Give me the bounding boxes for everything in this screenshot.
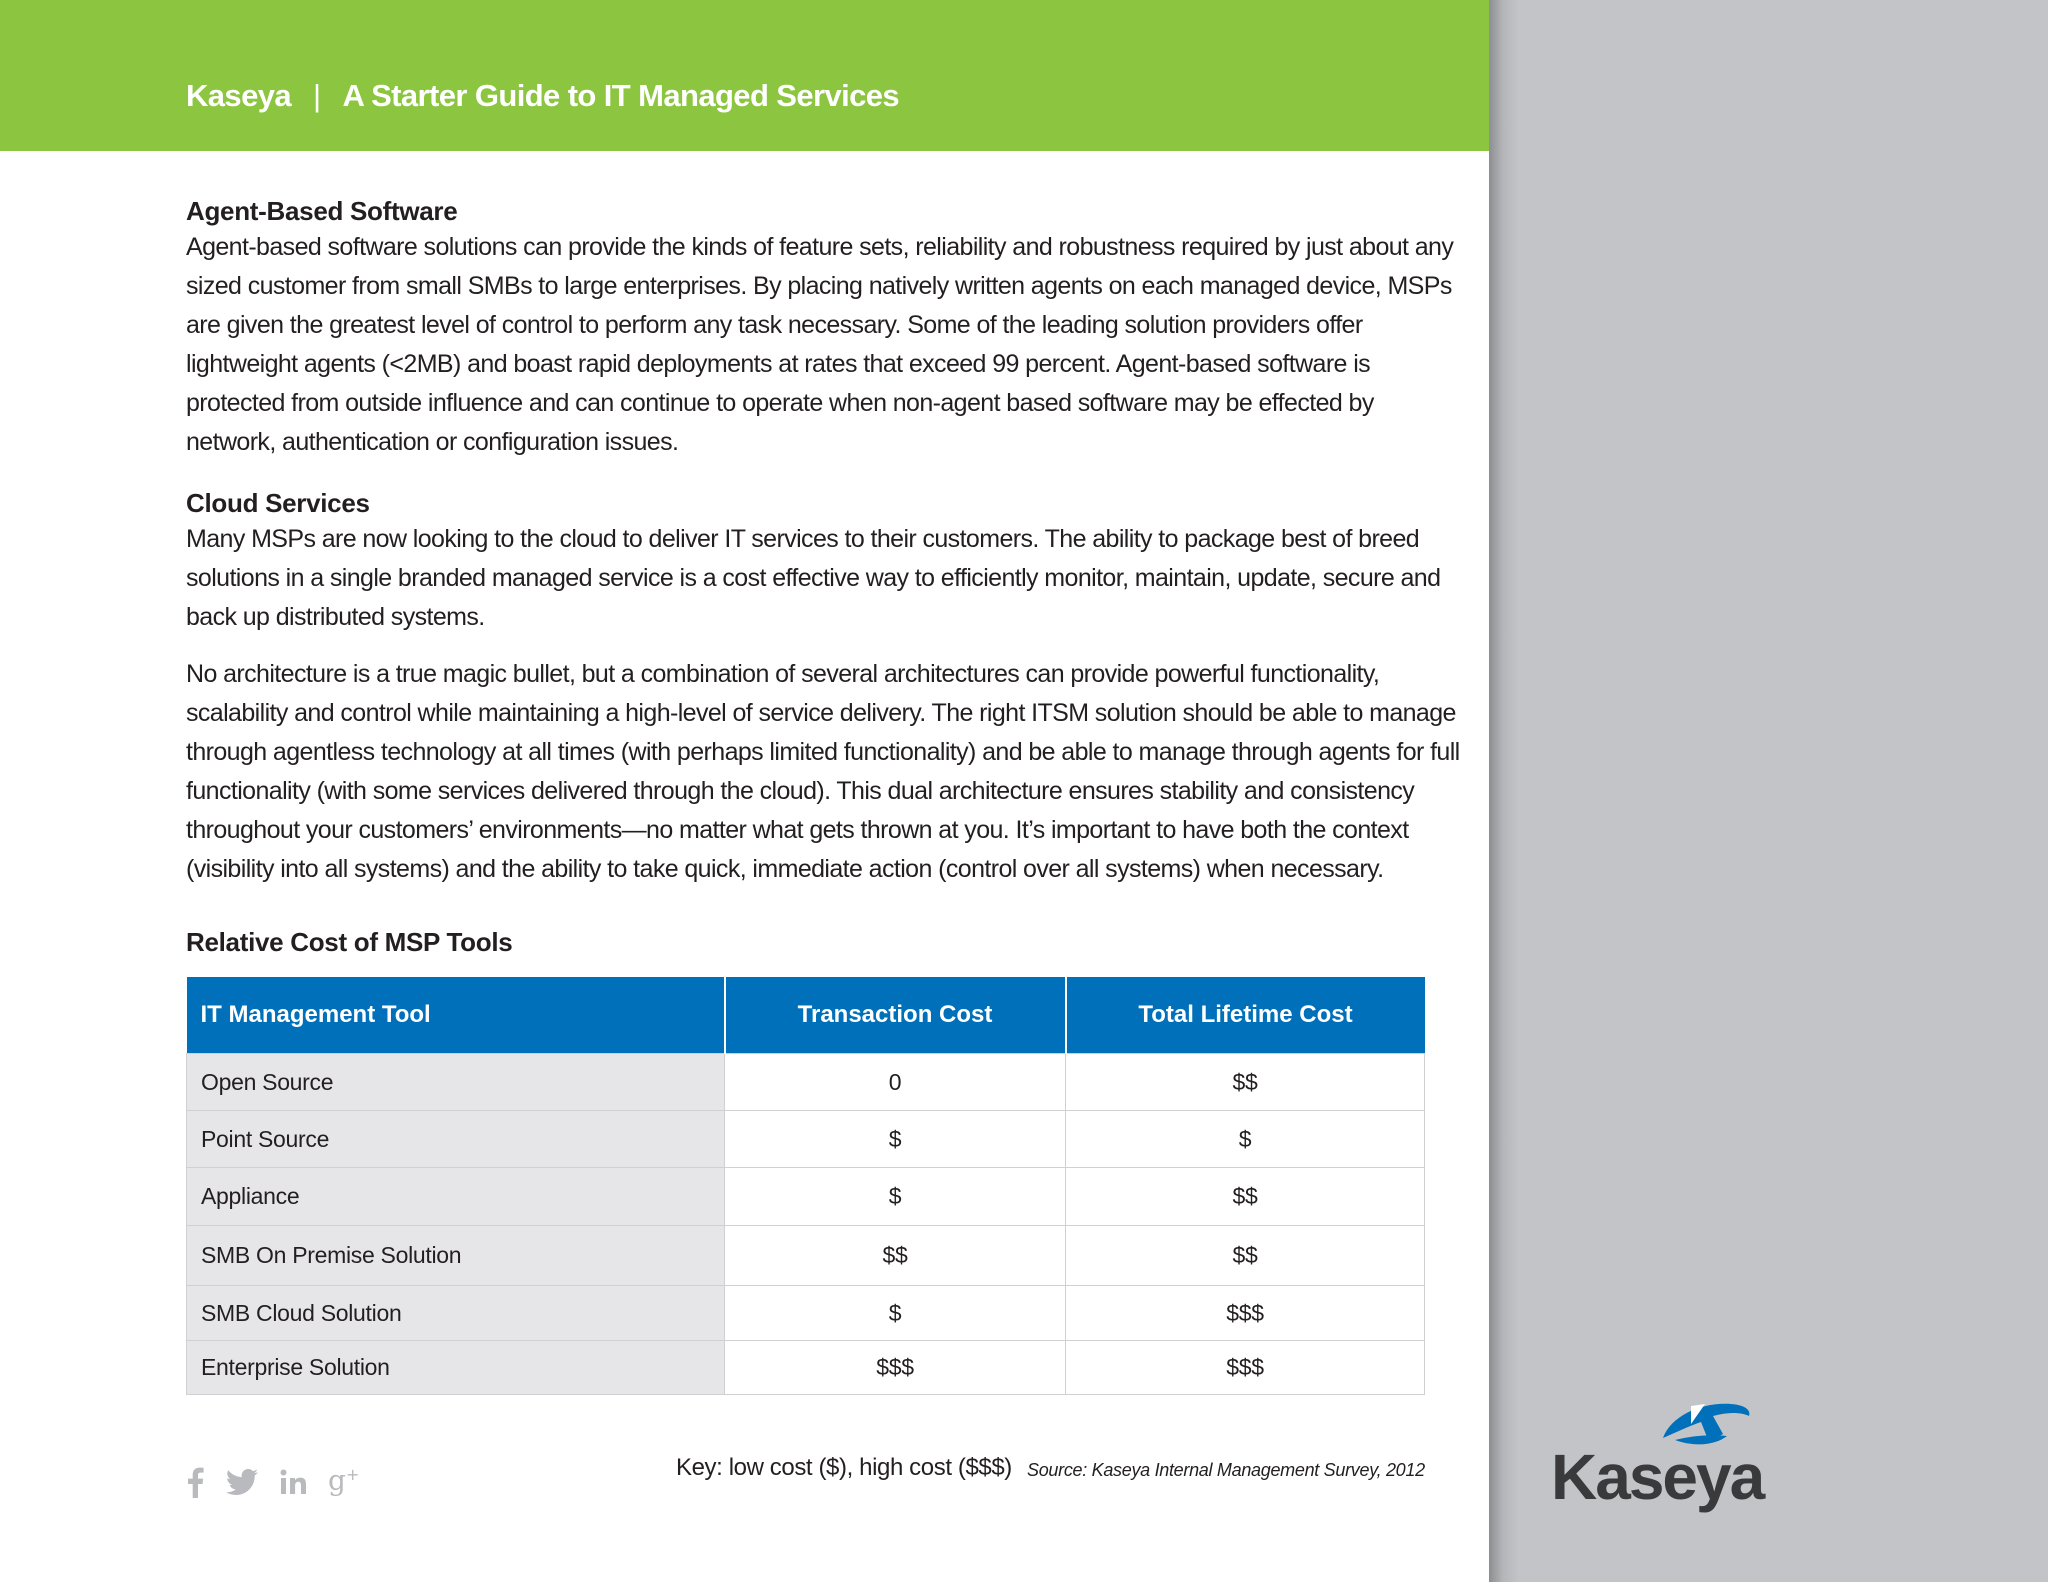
table-cell: $$ (1066, 1168, 1425, 1226)
section-paragraph: Agent-based software solutions can provide the kinds of feature sets, reliability and robustness required by just about any sized customer from small SMBs to large enterprises. By placing natively written agents on each managed device, MSPs are given the greatest level of control to perform any task necessary. Some of the leading solution providers offer lightweight agents (<2MB) and boast rapid deployments at rates that exceed 99 percent. Agent-based software is protected from outside influence and can continue to operate when non-agent based software may be effected by network, authentication or configuration issues. (186, 233, 1454, 456)
table-cell: $$ (1066, 1226, 1425, 1286)
table-row (187, 1286, 1425, 1341)
table-cell: Open Source (187, 1054, 725, 1111)
section-heading-cloud-services: Cloud Services (186, 488, 370, 518)
google-plus-icon[interactable] (328, 1466, 362, 1498)
section-heading-agent-based: Agent-Based Software (186, 196, 458, 226)
table-cell: Point Source (187, 1111, 725, 1168)
table-cell: $ (725, 1111, 1066, 1168)
facebook-icon[interactable] (186, 1466, 204, 1498)
twitter-icon[interactable] (226, 1469, 258, 1495)
linkedin-icon[interactable] (280, 1469, 306, 1495)
cost-key: Key: low cost ($), high cost ($$$) (676, 1454, 1012, 1481)
header-title: A Starter Guide to IT Managed Services (342, 78, 900, 113)
table-cell: Appliance (187, 1168, 725, 1226)
table-cell: $$$ (1066, 1286, 1425, 1341)
table-title: Relative Cost of MSP Tools (186, 927, 513, 957)
header-title-row (186, 78, 899, 114)
table-row (187, 1226, 1425, 1286)
table-cell: $$ (725, 1226, 1066, 1286)
svg-text:g: g (328, 1466, 346, 1497)
column-header: Total Lifetime Cost (1066, 977, 1425, 1054)
svg-text:+: + (346, 1466, 360, 1484)
table-cell: $$$ (1066, 1341, 1425, 1395)
header-brand: Kaseya (186, 78, 291, 113)
table-cell: $$$ (725, 1341, 1066, 1395)
kaseya-logo-text: Kaseya (1551, 1441, 1764, 1513)
table-cell: $$ (1066, 1054, 1425, 1111)
table-cell: SMB Cloud Solution (187, 1286, 725, 1341)
table-cell: SMB On Premise Solution (187, 1226, 725, 1286)
main-content (186, 194, 1466, 1395)
side-panel (1489, 0, 2048, 1582)
table-cell: $ (1066, 1111, 1425, 1168)
column-header: IT Management Tool (187, 977, 725, 1054)
table-cell: $ (725, 1168, 1066, 1226)
table-row (187, 1054, 1425, 1111)
table-header-row (187, 977, 1425, 1054)
table-row (187, 1341, 1425, 1395)
table-row (187, 1111, 1425, 1168)
source-note: Source: Kaseya Internal Management Survey, 2012 (1027, 1460, 1425, 1480)
column-header: Transaction Cost (725, 977, 1066, 1054)
table-row (187, 1168, 1425, 1226)
page-header (0, 0, 1489, 151)
section-paragraph: No architecture is a true magic bullet, but a combination of several architectures can provide powerful functionality, scalability and control while maintaining a high-level of service delivery. The right ITSM solution should be able to manage through agentless technology at all times (with perhaps limited functionality) and be able to manage through agents for full functionality (with some services delivered through the cloud). This dual architecture ensures stability and consistency throughout your customers’ environments—no matter what gets thrown at you. It’s important to have both the context (visibility into all systems) and the ability to take quick, immediate action (control over all systems) when necessary. (186, 660, 1460, 883)
table-cell: $ (725, 1286, 1066, 1341)
social-icons (186, 1466, 362, 1498)
section-paragraph: Many MSPs are now looking to the cloud to deliver IT services to their customers. The ability to package best of breed solutions in a single branded managed service is a cost effective way to efficiently monitor, maintain, update, secure and back up distributed systems. (186, 525, 1441, 631)
table-cell: Enterprise Solution (187, 1341, 725, 1395)
table-cell: 0 (725, 1054, 1066, 1111)
header-separator: | (313, 78, 321, 113)
cost-table (186, 977, 1425, 1395)
